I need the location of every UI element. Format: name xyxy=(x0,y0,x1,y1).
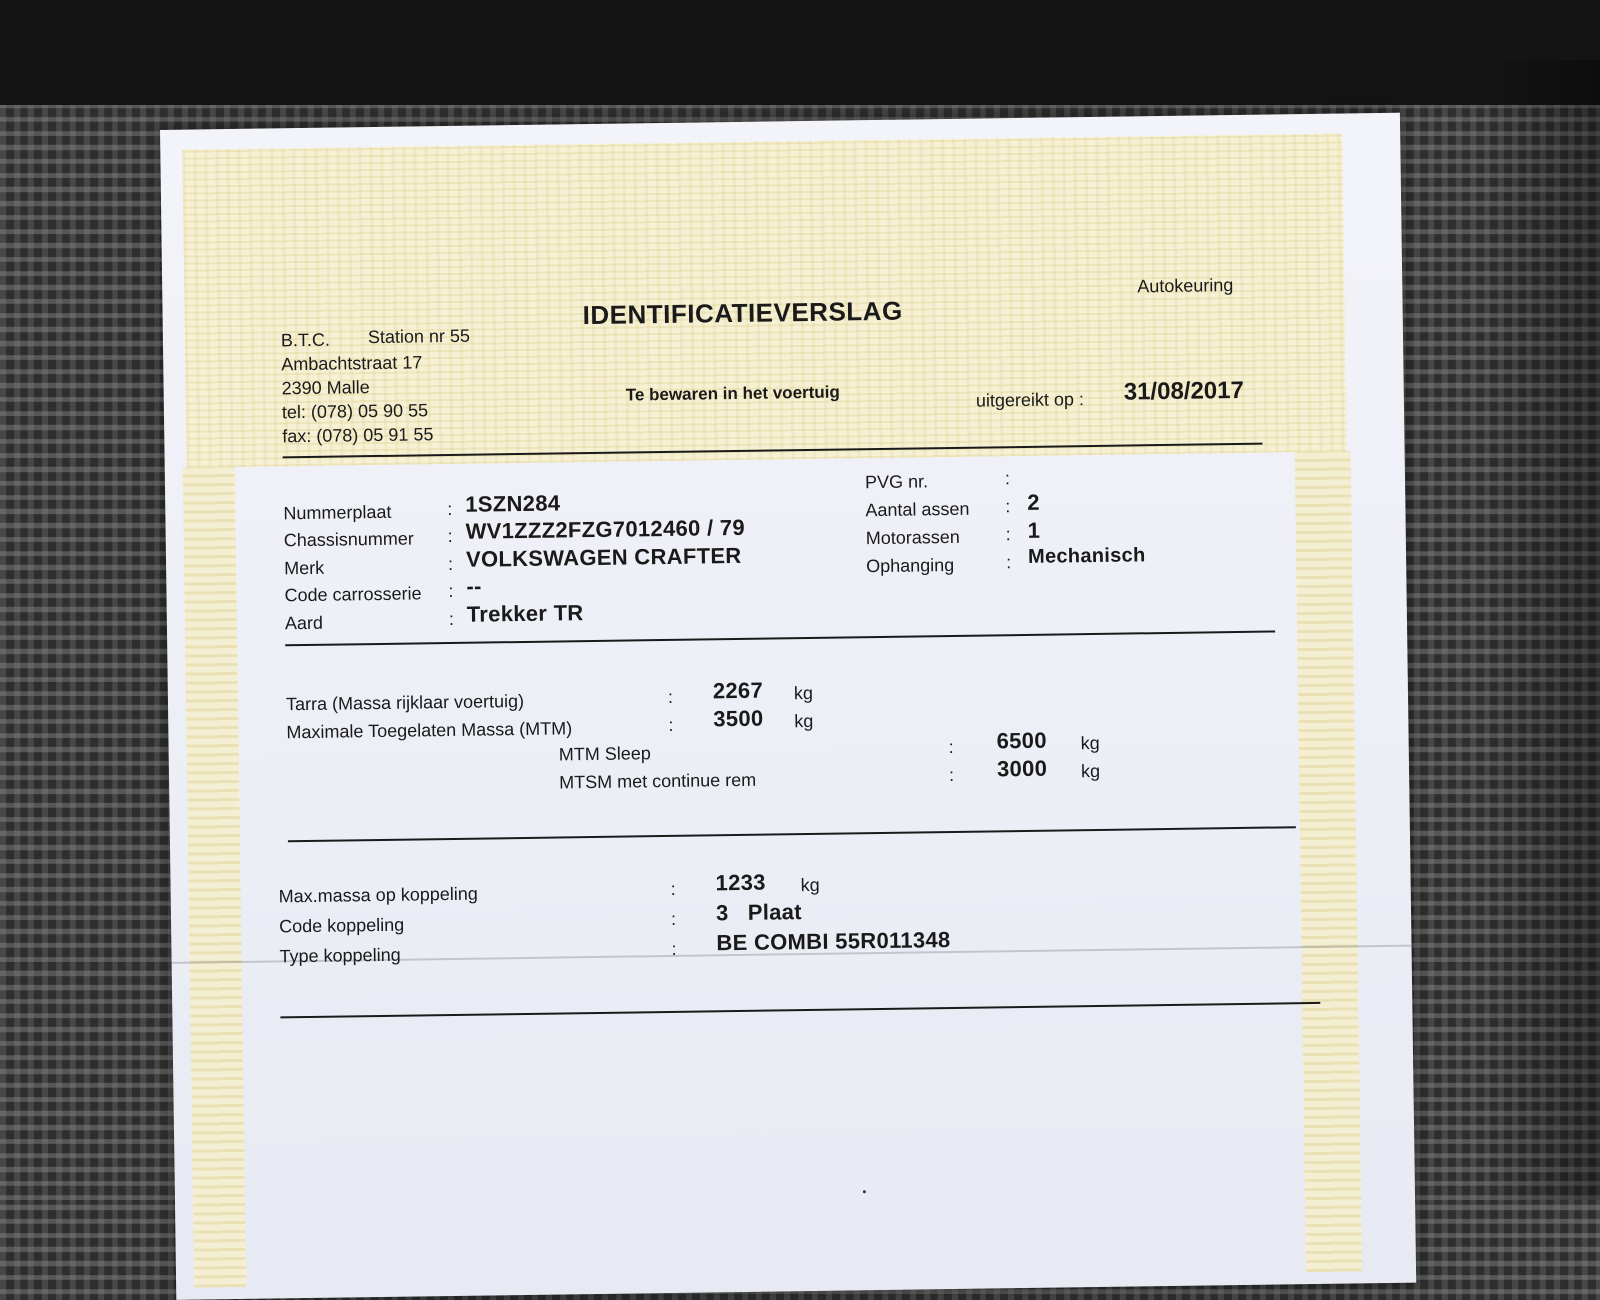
seat-backrest-shadow xyxy=(0,0,1600,105)
towing-mass-label: MTM Sleep xyxy=(558,743,651,765)
body-code-value: -- xyxy=(466,573,482,599)
city-address: 2390 Malle xyxy=(281,377,370,399)
brand-value: VOLKSWAGEN CRAFTER xyxy=(465,542,742,572)
goca-watermark-left-margin xyxy=(183,467,246,1288)
towing-mass-unit: kg xyxy=(1080,732,1100,754)
coupling-mass-label: Max.massa op koppeling xyxy=(278,883,478,907)
braked-towing-mass-unit: kg xyxy=(1080,760,1101,782)
towing-mass-colon: : xyxy=(948,736,954,758)
vehicle-divider xyxy=(285,630,1275,646)
suspension-label: Ophanging xyxy=(866,554,955,577)
plate-colon: : xyxy=(447,498,453,520)
towing-mass-value: 6500 xyxy=(996,727,1047,754)
drive-axles-value: 1 xyxy=(1027,517,1041,543)
max-mass-label: Maximale Toegelaten Massa (MTM) xyxy=(286,718,573,743)
keep-in-vehicle-note: Te bewaren in het voertuig xyxy=(625,382,840,405)
fax-number: fax: (078) 05 91 55 xyxy=(282,424,434,447)
ink-speck xyxy=(863,1190,866,1193)
issued-date: 31/08/2017 xyxy=(1123,376,1245,406)
brand-label: Merk xyxy=(283,557,325,579)
body-code-colon: : xyxy=(448,580,454,602)
coupling-mass-unit: kg xyxy=(800,874,820,896)
max-mass-value: 3500 xyxy=(713,705,764,732)
drive-axles-label: Motorassen xyxy=(865,526,960,549)
axles-colon: : xyxy=(1005,496,1011,517)
plate-value: 1SZN284 xyxy=(465,490,561,517)
company-name: B.T.C. xyxy=(280,329,331,351)
coupling-mass-value: 1233 xyxy=(715,869,766,896)
station-number: Station nr 55 xyxy=(367,325,471,348)
coupling-mass-colon: : xyxy=(670,878,676,899)
document-title: IDENTIFICATIEVERSLAG xyxy=(582,295,903,331)
tare-mass-unit: kg xyxy=(793,682,814,704)
drive-axles-colon: : xyxy=(1005,524,1011,545)
mass-divider xyxy=(288,826,1296,842)
street-address: Ambachtstraat 17 xyxy=(281,352,423,375)
coupling-divider xyxy=(280,1002,1320,1019)
braked-towing-mass-label: MTSM met continue rem xyxy=(559,769,757,793)
type-label: Aard xyxy=(284,612,324,634)
body-code-label: Code carrosserie xyxy=(284,583,422,606)
axles-value: 2 xyxy=(1027,489,1041,515)
chassis-value: WV1ZZZ2FZG7012460 / 79 xyxy=(465,514,746,544)
plate-label: Nummerplaat xyxy=(283,501,392,524)
coupling-type-colon: : xyxy=(671,938,677,959)
inspection-category: Autokeuring xyxy=(1137,275,1234,297)
axles-label: Aantal assen xyxy=(865,498,970,521)
issued-label: uitgereikt op : xyxy=(975,389,1085,411)
tare-mass-colon: : xyxy=(667,686,674,707)
chassis-colon: : xyxy=(447,525,453,547)
coupling-code-label: Code koppeling xyxy=(278,914,405,937)
seat-edge-shade xyxy=(1480,60,1600,1200)
braked-towing-mass-value: 3000 xyxy=(996,755,1048,782)
coupling-type-value: BE COMBI 55R011348 xyxy=(716,927,951,956)
type-colon: : xyxy=(448,608,455,630)
chassis-label: Chassisnummer xyxy=(283,528,414,551)
max-mass-unit: kg xyxy=(794,710,814,732)
tare-mass-label: Tarra (Massa rijklaar voertuig) xyxy=(285,690,525,715)
max-mass-colon: : xyxy=(668,714,674,735)
telephone-number: tel: (078) 05 90 55 xyxy=(281,400,429,423)
type-value: Trekker TR xyxy=(466,600,584,627)
goca-watermark-right-margin xyxy=(1295,451,1362,1272)
pvg-label: PVG nr. xyxy=(864,471,929,493)
braked-towing-mass-colon: : xyxy=(948,764,955,786)
coupling-type-label: Type koppeling xyxy=(279,944,401,967)
identification-report-document xyxy=(160,113,1416,1300)
suspension-colon: : xyxy=(1005,552,1012,573)
brand-colon: : xyxy=(447,553,454,575)
tare-mass-value: 2267 xyxy=(712,677,764,704)
suspension-value: Mechanisch xyxy=(1027,544,1146,568)
pvg-colon: : xyxy=(1004,468,1011,489)
coupling-code-colon: : xyxy=(670,908,677,929)
coupling-code-value: 3 Plaat xyxy=(715,899,803,926)
